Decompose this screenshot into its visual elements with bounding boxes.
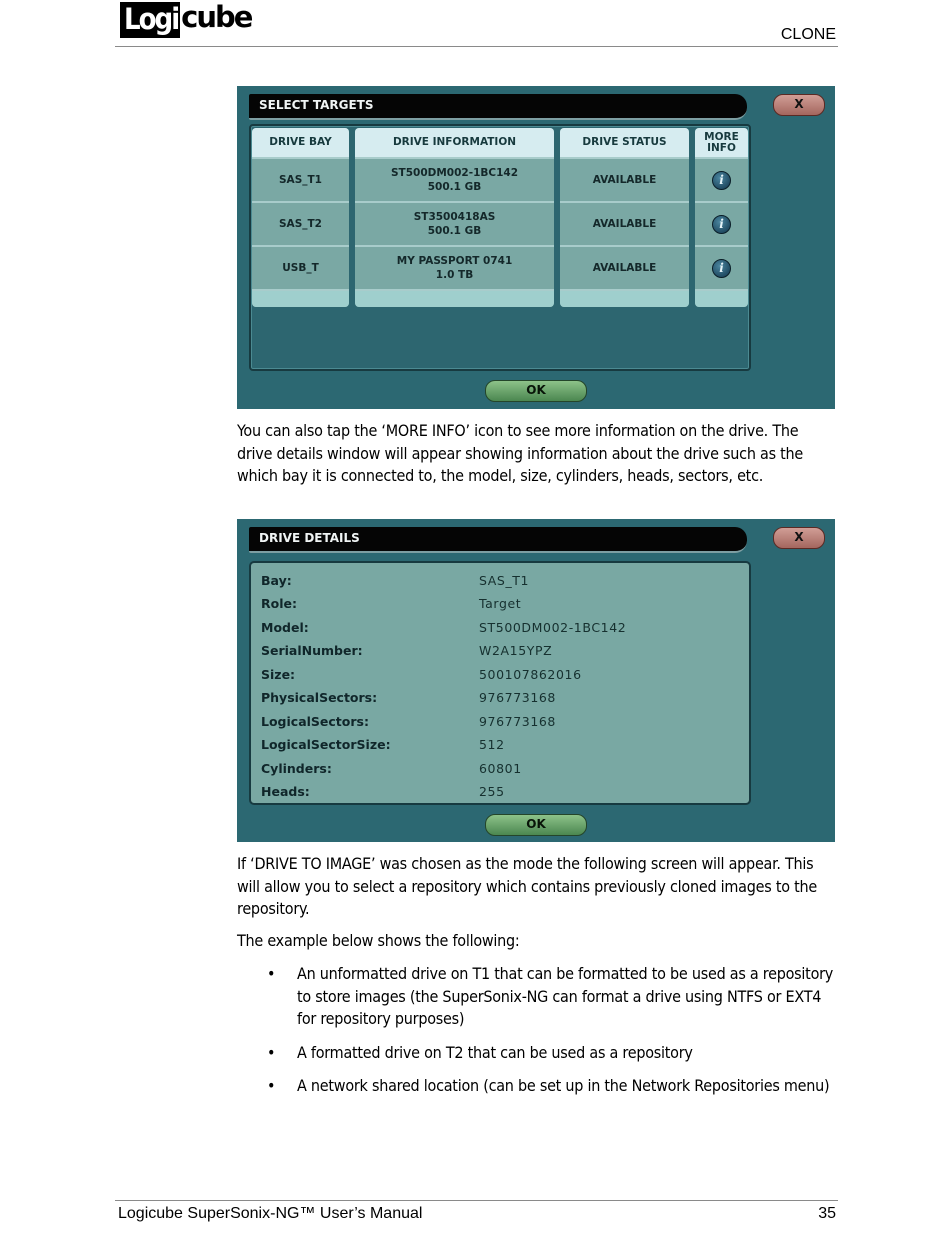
detail-row bbox=[261, 737, 505, 760]
list-item bbox=[267, 1042, 837, 1065]
detail-row bbox=[261, 643, 552, 666]
detail-label: LogicalSectorSize: bbox=[261, 737, 391, 752]
table-cell[interactable] bbox=[355, 245, 554, 289]
table-cell-empty bbox=[252, 289, 349, 307]
detail-value: Target bbox=[479, 596, 522, 611]
info-icon[interactable]: i bbox=[712, 215, 731, 234]
detail-row bbox=[261, 596, 521, 619]
detail-label: Role: bbox=[261, 596, 297, 611]
detail-value: ST500DM002-1BC142 bbox=[479, 620, 627, 635]
select-targets-screenshot bbox=[237, 86, 835, 409]
bullet-icon: • bbox=[267, 964, 276, 983]
table-cell bbox=[695, 157, 748, 201]
table-cell[interactable]: AVAILABLE bbox=[560, 245, 689, 289]
drive-size: 500.1 GB bbox=[427, 225, 482, 237]
page-number: 35 bbox=[818, 1205, 836, 1222]
detail-value: 976773168 bbox=[479, 714, 556, 729]
drive-details-titlebar bbox=[249, 527, 747, 553]
ok-button[interactable]: OK bbox=[485, 814, 587, 836]
detail-label: SerialNumber: bbox=[261, 643, 363, 658]
manual-title: Logicube SuperSonix-NG™ User’s Manual bbox=[118, 1205, 423, 1222]
drive-details-title: DRIVE DETAILS bbox=[259, 531, 360, 545]
detail-value: 60801 bbox=[479, 761, 522, 776]
detail-row bbox=[261, 690, 556, 713]
info-icon[interactable]: i bbox=[712, 171, 731, 190]
table-cell[interactable]: SAS_T1 bbox=[252, 157, 349, 201]
detail-row bbox=[261, 667, 582, 690]
close-button[interactable]: X bbox=[773, 94, 825, 116]
detail-label: LogicalSectors: bbox=[261, 714, 369, 729]
detail-value: SAS_T1 bbox=[479, 573, 530, 588]
table-cell[interactable]: USB_T bbox=[252, 245, 349, 289]
list-item bbox=[267, 1075, 837, 1098]
column-header-drive-bay: DRIVE BAY bbox=[252, 128, 349, 157]
table-cell-empty bbox=[560, 289, 689, 307]
detail-label: PhysicalSectors: bbox=[261, 690, 378, 705]
detail-row bbox=[261, 714, 556, 737]
column-drive-information bbox=[355, 128, 554, 307]
column-drive-bay bbox=[252, 128, 349, 307]
logo-text: cube bbox=[181, 0, 252, 34]
table-cell-empty bbox=[695, 289, 748, 307]
table-cell bbox=[695, 245, 748, 289]
detail-value: 976773168 bbox=[479, 690, 556, 705]
list-item-text: A network shared location (can be set up in the Network Repositories menu) bbox=[297, 1076, 830, 1095]
table-cell[interactable] bbox=[355, 201, 554, 245]
paragraph-more-info: You can also tap the ‘MORE INFO’ icon to see more information on the drive. The drive details window will appear showing information about the drive such as the which bay it is connected to, the model, size, cylinders, heads, sectors, etc. bbox=[237, 421, 804, 485]
detail-row bbox=[261, 784, 505, 807]
footer-divider bbox=[115, 1200, 838, 1201]
drive-details-screenshot bbox=[237, 519, 835, 842]
drive-model: ST500DM002-1BC142 bbox=[390, 167, 518, 179]
list-item-text: A formatted drive on T2 that can be used as a repository bbox=[297, 1043, 693, 1062]
drive-model: ST3500418AS bbox=[413, 211, 496, 223]
header-divider bbox=[115, 46, 838, 47]
detail-label: Model: bbox=[261, 620, 309, 635]
detail-row bbox=[261, 620, 626, 643]
logo-boxed-text: Logi bbox=[120, 2, 180, 38]
detail-value: 512 bbox=[479, 737, 505, 752]
info-icon[interactable]: i bbox=[712, 259, 731, 278]
list-item bbox=[267, 963, 837, 1031]
detail-label: Size: bbox=[261, 667, 296, 682]
bullet-icon: • bbox=[267, 1076, 276, 1095]
logicube-logo bbox=[120, 2, 251, 38]
table-cell-empty bbox=[355, 289, 554, 307]
ok-button[interactable]: OK bbox=[485, 380, 587, 402]
detail-label: Heads: bbox=[261, 784, 310, 799]
detail-value: 255 bbox=[479, 784, 505, 799]
select-targets-title: SELECT TARGETS bbox=[259, 98, 374, 112]
table-cell[interactable] bbox=[355, 157, 554, 201]
table-cell[interactable]: AVAILABLE bbox=[560, 157, 689, 201]
detail-label: Bay: bbox=[261, 573, 292, 588]
table-cell bbox=[695, 201, 748, 245]
column-header-more-info: MORE INFO bbox=[695, 128, 748, 157]
drive-model: MY PASSPORT 0741 bbox=[396, 255, 513, 267]
bullet-icon: • bbox=[267, 1043, 276, 1062]
drive-details-panel bbox=[249, 561, 751, 805]
select-targets-titlebar bbox=[249, 94, 747, 120]
close-button[interactable]: X bbox=[773, 527, 825, 549]
drive-size: 500.1 GB bbox=[427, 181, 482, 193]
column-header-drive-information: DRIVE INFORMATION bbox=[355, 128, 554, 157]
column-more-info bbox=[695, 128, 748, 307]
column-header-drive-status: DRIVE STATUS bbox=[560, 128, 689, 157]
detail-value: 500107862016 bbox=[479, 667, 582, 682]
column-drive-status bbox=[560, 128, 689, 307]
table-cell[interactable]: AVAILABLE bbox=[560, 201, 689, 245]
list-item-text: An unformatted drive on T1 that can be formatted to be used as a repository to store images (the SuperSonix-NG can format a drive using NTFS or EXT4 for repository purposes) bbox=[297, 964, 834, 1028]
table-cell[interactable]: SAS_T2 bbox=[252, 201, 349, 245]
drive-size: 1.0 TB bbox=[435, 269, 474, 281]
detail-label: Cylinders: bbox=[261, 761, 332, 776]
detail-row bbox=[261, 573, 529, 596]
paragraph-drive-to-image: If ‘DRIVE TO IMAGE’ was chosen as the mode the following screen will appear. This will allow you to select a repository which contains previously cloned images to the repository. bbox=[237, 854, 817, 918]
detail-value: W2A15YPZ bbox=[479, 643, 553, 658]
paragraph-example-intro: The example below shows the following: bbox=[237, 931, 520, 950]
detail-row bbox=[261, 761, 522, 784]
section-title: CLONE bbox=[780, 26, 836, 43]
